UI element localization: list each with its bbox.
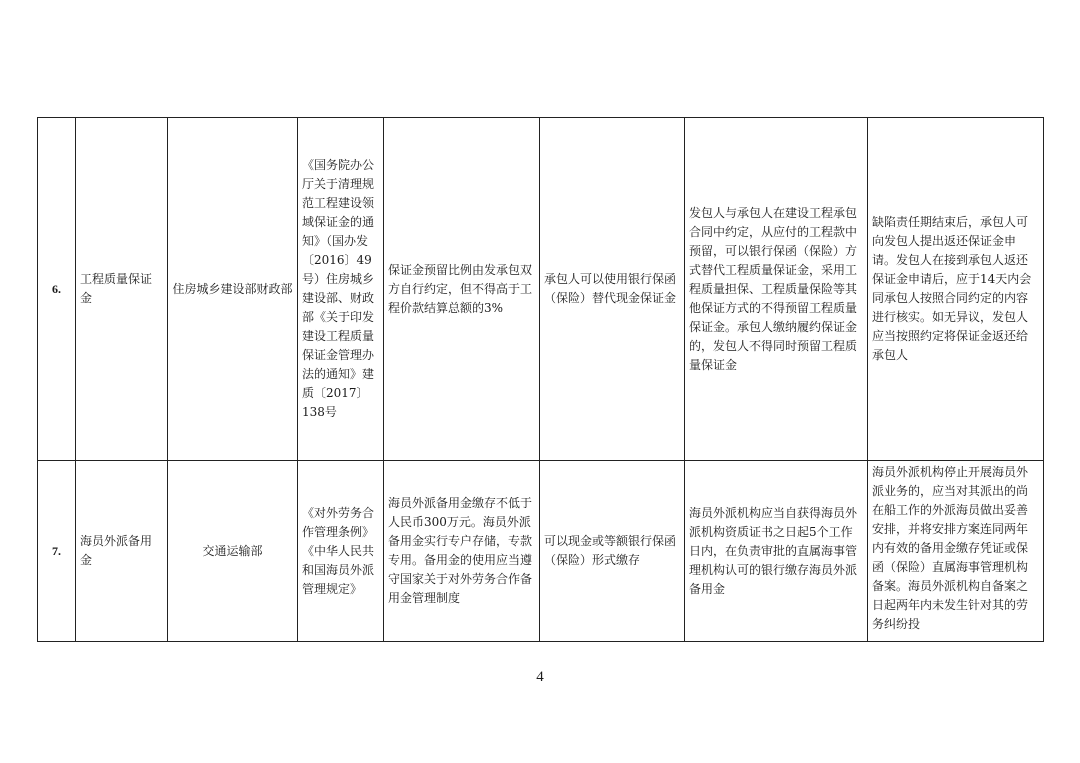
row-number: 7. (38, 461, 76, 642)
payment-form: 可以现金或等额银行保函（保险）形式缴存 (540, 461, 685, 642)
deposit-standard: 海员外派备用金缴存不低于人民币300万元。海员外派备用金实行专户存储，专款专用。备用金的使用应当遵守国家关于对外劳务合作备用金管理制度 (384, 461, 540, 642)
department: 交通运输部 (168, 461, 298, 642)
collection-method: 海员外派机构应当自获得海员外派机构资质证书之日起5个工作日内，在负责审批的直属海事管理机构认可的银行缴存海员外派备用金 (685, 461, 868, 642)
deposit-standard: 保证金预留比例由发承包双方自行约定，但不得高于工程价款结算总额的3% (384, 118, 540, 461)
legal-basis: 《对外劳务合作管理条例》《中华人民共和国海员外派管理规定》 (298, 461, 384, 642)
refund-rule: 缺陷责任期结束后，承包人可向发包人提出返还保证金申请。发包人在接到承包人返还保证金申请后，应于14天内会同承包人按照合同约定的内容进行核实。如无异议，发包人应当按照约定将保证金返还给承包人 (868, 118, 1044, 461)
legal-basis: 《国务院办公厅关于清理规范工程建设领域保证金的通知》（国办发〔2016〕49号）住房城乡建设部、财政部《关于印发建设工程质量保证金管理办法的通知》建质〔2017〕138号 (298, 118, 384, 461)
department: 住房城乡建设部财政部 (168, 118, 298, 461)
guarantee-deposit-table (37, 117, 1044, 642)
deposit-name: 海员外派备用金 (76, 461, 168, 642)
payment-form: 承包人可以使用银行保函（保险）替代现金保证金 (540, 118, 685, 461)
table-row (38, 461, 1044, 642)
refund-rule-cell (868, 461, 1044, 642)
table-row (38, 118, 1044, 461)
page-number: 4 (536, 669, 544, 685)
refund-rule: 海员外派机构停止开展海员外派业务的，应当对其派出的尚在船工作的外派海员做出妥善安排，并将安排方案连同两年内有效的备用金缴存凭证或保函（保险）直属海事管理机构备案。海员外派机构自备案之日起两年内未发生针对其的劳务纠纷投 (872, 465, 1029, 631)
row-number: 6. (38, 118, 76, 461)
collection-method: 发包人与承包人在建设工程承包合同中约定，从应付的工程款中预留，可以银行保函（保险）方式替代工程质量保证金，采用工程质量担保、工程质量保险等其他保证方式的不得预留工程质量保证金。承包人缴纳履约保证金的，发包人不得同时预留工程质量保证金 (685, 118, 868, 461)
deposit-name: 工程质量保证金 (76, 118, 168, 461)
